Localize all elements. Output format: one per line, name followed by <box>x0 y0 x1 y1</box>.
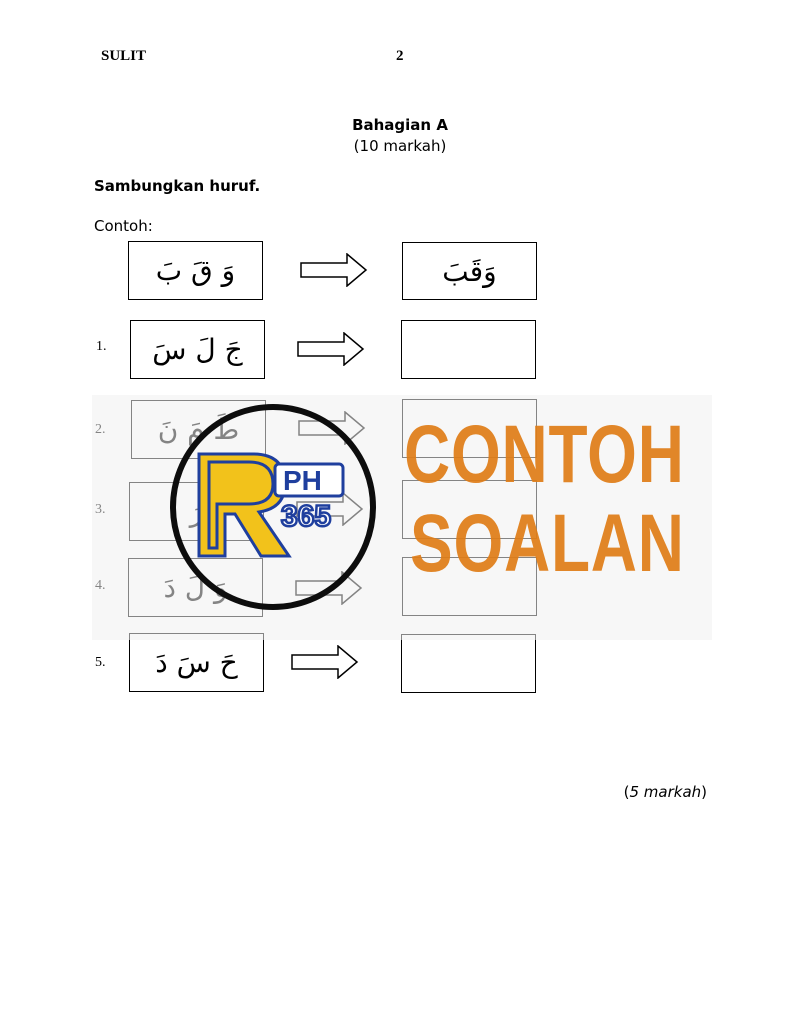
instruction-text: Sambungkan huruf. <box>94 177 261 195</box>
example-label: Contoh: <box>94 217 153 235</box>
section-title: Bahagian A <box>352 116 448 134</box>
page-number: 2 <box>396 48 404 64</box>
rph365-logo <box>193 448 358 563</box>
question-letters-box: جَ لَ سَ <box>130 320 265 379</box>
arrow-right-icon <box>297 332 365 366</box>
answer-box-5[interactable] <box>401 634 536 693</box>
question-number: 1. <box>96 339 107 354</box>
header-label: SULIT <box>101 48 147 64</box>
question-number: 5. <box>95 655 106 670</box>
svg-text:365: 365 <box>281 500 332 533</box>
answer-box-1[interactable] <box>401 320 536 379</box>
watermark-text-line1: CONTOH <box>404 409 685 500</box>
watermark-text-line2: SOALAN <box>410 498 685 589</box>
arrow-right-icon <box>291 645 359 679</box>
section-marks: (10 markah) <box>353 137 447 155</box>
example-answer-box: وَقَبَ <box>402 242 537 300</box>
example-letters-box: وَ قَ بَ <box>128 241 263 300</box>
total-marks: (5 markah) <box>623 783 707 801</box>
question-letters-box: حَ سَ دَ <box>129 633 264 692</box>
svg-text:PH: PH <box>283 465 322 496</box>
arrow-right-icon <box>300 253 368 287</box>
